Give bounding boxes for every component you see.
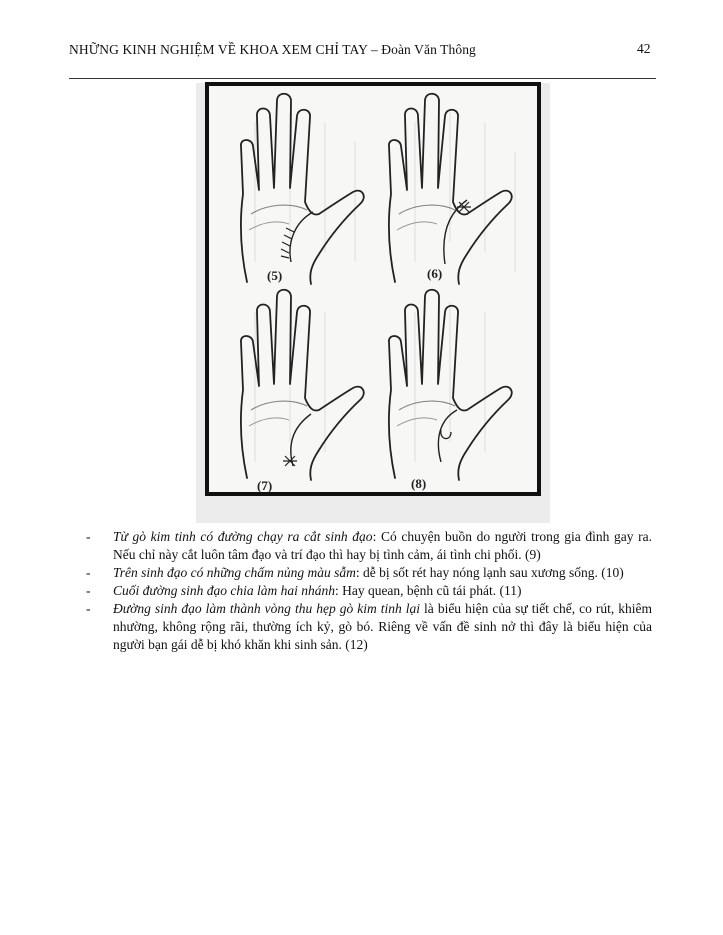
bullet-list [86,528,652,654]
header-title: NHỮNG KINH NGHIỆM VỀ KHOA XEM CHỈ TAY – Đoàn Văn Thông [69,42,476,57]
bullet-lead: Trên sinh đạo có những chấm nủng màu sẫm [113,565,356,580]
palm-illustration [195,82,551,524]
bullet-text: là biểu hiện của sự tiết chế, co rút, khiêm nhường, không rộng rãi, thường ích kỷ, gò bó. Riêng về vấn đề sinh nở thì đây là biểu hiện của người bạn gái dễ bị khó khăn khi sinh sản. (12) [113,601,652,652]
header-rule [69,78,656,79]
bullet-item [86,582,652,600]
bullet-lead: Từ gò kim tinh có đường chạy ra cắt sinh đạo [113,529,373,544]
bullet-text: : Hay quean, bệnh cũ tái phát. (11) [334,583,522,598]
figure-label-5: (5) [267,268,283,283]
figure-label-6: (6) [427,266,443,281]
bullet-lead: Đường sinh đạo làm thành vòng thu hẹp gò kim tinh lại [113,601,421,616]
bullet-lead: Cuối đường sinh đạo chia làm hai nhánh [113,583,335,598]
page-number: 42 [637,41,651,56]
bullet-item [86,564,652,582]
bullet-text: : dễ bị sốt rét hay nóng lạnh sau xương sống. (10) [355,565,624,580]
bullet-dash: - [86,529,91,544]
figure-label-8: (8) [411,476,427,491]
figure-frame [207,84,539,494]
bullet-dash: - [86,583,91,598]
bullet-dash: - [86,601,91,616]
bullet-item [86,528,652,564]
bullet-dash: - [86,565,91,580]
bullet-text: : Có chuyện buồn do người trong gia đình gay ra. Nếu chỉ này cắt luôn tâm đạo và trí đạo thì hay bị tình cảm, ái tình chi phối. (9) [113,529,652,562]
figure-label-7: (7) [257,478,273,493]
bullet-item [86,600,652,654]
